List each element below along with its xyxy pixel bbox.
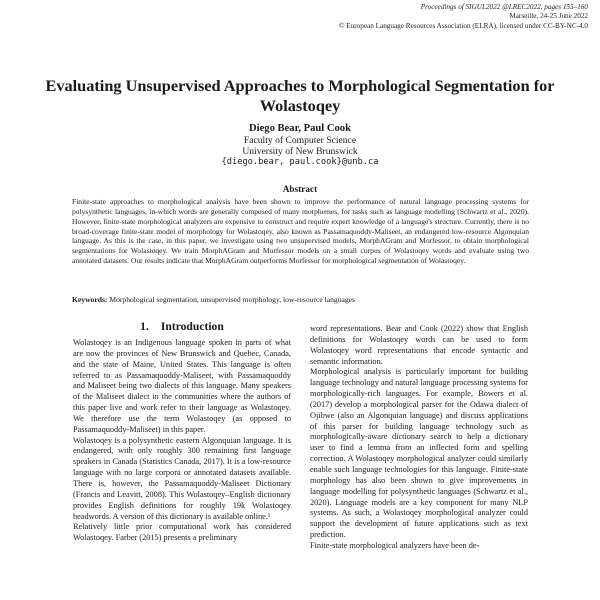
author-email: {diego.bear, paul.cook}@unb.ca — [221, 157, 379, 168]
keywords-line — [72, 295, 529, 305]
author-block — [150, 123, 450, 169]
license-line: © European Language Resources Association (ELRA), licensed under CC-BY-NC-4.0 — [339, 21, 588, 30]
section-number: 1. — [140, 320, 149, 333]
proceedings-header — [148, 3, 588, 31]
keywords-label: Keywords: — [72, 295, 108, 304]
affiliation-faculty: Faculty of Computer Science — [243, 135, 357, 146]
proceedings-line: Proceedings of SIGUL2022 @LREC2022, pages 155–160 — [420, 3, 588, 11]
affiliation-university: University of New Brunswick — [242, 146, 358, 158]
left-column — [73, 318, 291, 544]
paragraph: Wolastoqey is a polysynthetic eastern Algonquian language. It is endangered, with only roughly 300 remaining first language speakers in Canada (Statistics Canada, 2017). It is a low-resource language with no large corpora or annotated datasets available. There is, however, the Passamaquoddy-Maliseet Dictionary (Francis and Leavitt, 2008). This Wolastoqey–English dictionary provides English definitions for roughly 19k Wolastoqey headwords. A version of this dictionary is available online.¹ — [73, 435, 291, 521]
paragraph: Relatively little prior computational work has considered Wolastoqey. Farber (2015) presents a preliminary — [73, 522, 291, 543]
paragraph: Morphological analysis is particularly important for building language technology and natural language processing systems for morphologically-rich languages. For example, Bowers et al. (2017) develop a morphological parser for the Odawa dialect of Ojibwe (also an Algonquian language) and discuss applications of this parser for building language technology such as morphologically-aware dictionary search to help a dictionary user to find a lemma from an inflected form and spelling correction. A Wolastoqey morphological analyzer could similarly enable such language technologies for this language. Finite-state morphology has also been shown to give improvements in language modelling for polysynthetic languages (Schwartz et al., 2020). Language models are a key component for many NLP systems. As such, a Wolastoqey morphological analyzer could support the development of future applications such as text prediction. — [310, 367, 528, 540]
abstract-heading: Abstract — [282, 185, 318, 195]
section-title: Introduction — [160, 320, 224, 333]
paragraph: Finite-state morphological analyzers have been de- — [310, 540, 480, 550]
paper-title: Evaluating Unsupervised Approaches to Morphological Segmentation for Wolastoqey — [45, 76, 555, 115]
paragraph: word representations. Bear and Cook (2022) show that English definitions for Wolastoqey words can be used to form Wolastoqey word representations that encode syntactic and semantic information. — [310, 324, 528, 366]
keywords-text: Morphological segmentation, unsupervised morphology, low-resource languages — [109, 295, 355, 304]
venue-line: Marseille, 24-25 June 2022 — [509, 12, 588, 21]
author-names: Diego Bear, Paul Cook — [248, 123, 352, 134]
abstract-text: Finite-state approaches to morphological analysis have been shown to improve the performance of natural language processing systems for polysynthetic languages, in-which words are generally composed of many morphemes, for tasks such as language modelling (Schwartz et al., 2020). However, finite-state morphological analyzers are expensive to construct and require expert knowledge of a language's structure. Currently, there is no broad-coverage finite-state model of morphology for Wolastoqey, also known as Passamaquoddy-Maliseet, an endangered low-resource Algonquian language. As this is the case, in this paper, we investigate using two unsupervised models, MorphAGram and Morfessor, to obtain morphological segmentations for Wolastoqey. We train MorphAGram and Morfessor models on a small corpus of Wolastoqey words and evaluate using two annotated datasets. Our results indicate that MorphAGram outperforms Morfessor for morphological segmentation of Wolastoqey. — [72, 197, 529, 266]
section-heading — [73, 318, 291, 334]
paragraph: Wolastoqey is an Indigenous language spoken in parts of what are now the provinces of New Brunswick and Quebec, Canada, and the state of Maine, United States. This language is often referred to as Passamaquoddy-Maliseet, with Passamaquoddy and Maliseet being two dialects of this language. Many speakers of the Maliseet dialect in the communities where the authors of this paper live and work refer to their language as Wolastoqey. We therefore use the term Wolastoqey (as opposed to Passamaquoddy-Maliseet) in this paper. — [73, 338, 291, 434]
right-column — [310, 324, 528, 552]
